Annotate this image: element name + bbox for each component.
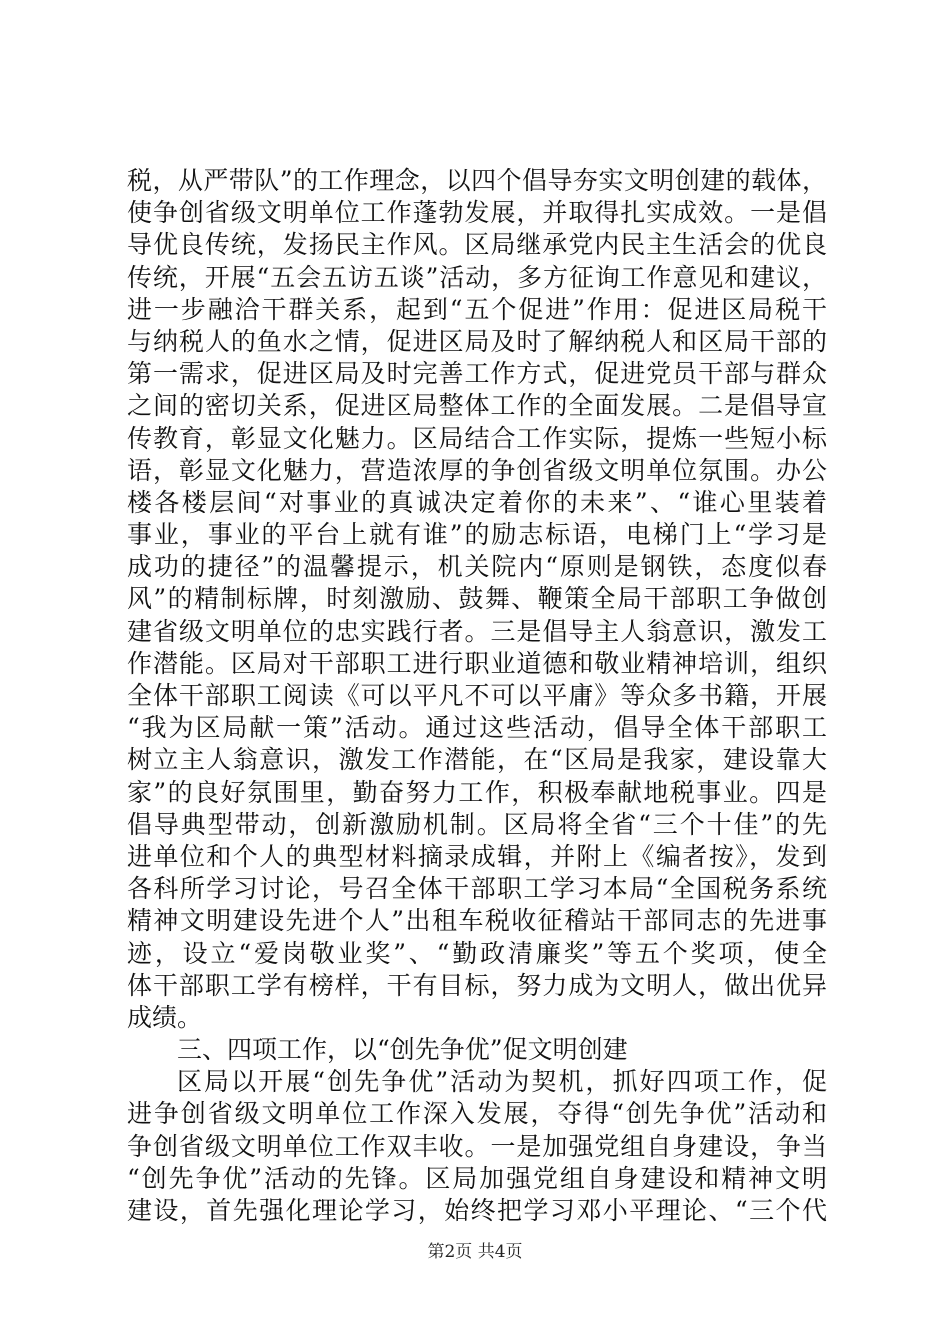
text-line: 之间的密切关系，促进区局整体工作的全面发展。二是倡导宣 (127, 391, 827, 421)
text-line: 精神文明建设先进个人”出租车税收征稽站干部同志的先进事 (127, 906, 827, 936)
document-body (127, 165, 827, 1227)
text-line: 全体干部职工阅读《可以平凡不可以平庸》等众多书籍，开展 (127, 681, 827, 710)
text-line: 争创省级文明单位工作双丰收。一是加强党组自身建设，争当 (127, 1131, 827, 1161)
text-line: 建设，首先强化理论学习，始终把学习邓小平理论、“三个代 (127, 1196, 827, 1225)
text-line: 传教育，彰显文化魅力。区局结合工作实际，提炼一些短小标 (127, 423, 827, 453)
text-line: 进单位和个人的典型材料摘录成辑，并附上《编者按》，发到 (127, 841, 827, 871)
text-line: 进一步融洽干群关系，起到“五个促进”作用：促进区局税干 (127, 294, 827, 324)
text-line: 风”的精制标牌，时刻激励、鼓舞、鞭策全局干部职工争做创 (127, 584, 827, 614)
text-line: 家”的良好氛围里，勤奋努力工作，积极奉献地税事业。四是 (127, 777, 827, 807)
text-line: 作潜能。区局对干部职工进行职业道德和敬业精神培训，组织 (127, 648, 827, 678)
page-number: 第2页 共4页 (427, 1242, 523, 1262)
text-line: 税，从严带队”的工作理念，以四个倡导夯实文明创建的载体， (127, 166, 827, 195)
text-line: “创先争优”活动的先锋。区局加强党组自身建设和精神文明 (127, 1163, 827, 1193)
text-line: 倡导典型带动，创新激励机制。区局将全省“三个十佳”的先 (127, 809, 827, 839)
text-line: 使争创省级文明单位工作蓬勃发展，并取得扎实成效。一是倡 (127, 198, 827, 228)
text-line: 楼各楼层间“对事业的真诚决定着你的未来”、“谁心里装着 (127, 487, 827, 517)
text-line: 体干部职工学有榜样，干有目标，努力成为文明人，做出优异 (127, 970, 827, 1000)
text-line: 事业，事业的平台上就有谁”的励志标语，电梯门上“学习是 (127, 520, 827, 550)
section-heading: 三、四项工作，以“创先争优”促文明创建 (177, 1035, 628, 1065)
text-line: 传统，开展“五会五访五谈”活动，多方征询工作意见和建议， (127, 262, 827, 292)
text-line: 语，彰显文化魅力，营造浓厚的争创省级文明单位氛围。办公 (127, 455, 827, 485)
text-line: 各科所学习讨论，号召全体干部职工学习本局“全国税务系统 (127, 874, 827, 904)
text-line: 成功的捷径”的温馨提示，机关院内“原则是钢铁，态度似春 (127, 552, 827, 582)
text-line: 区局以开展“创先争优”活动为契机，抓好四项工作，促 (177, 1067, 827, 1097)
text-line: 进争创省级文明单位工作深入发展，夺得“创先争优”活动和 (127, 1099, 827, 1129)
text-line: 导优良传统，发扬民主作风。区局继承党内民主生活会的优良 (127, 230, 827, 260)
text-line: 与纳税人的鱼水之情，促进区局及时了解纳税人和区局干部的 (127, 326, 827, 356)
text-line: 成绩。 (127, 1002, 203, 1032)
text-line: “我为区局献一策”活动。通过这些活动，倡导全体干部职工 (127, 713, 827, 743)
text-line: 建省级文明单位的忠实践行者。三是倡导主人翁意识，激发工 (127, 616, 827, 646)
page-footer (0, 1241, 950, 1263)
text-line: 第一需求，促进区局及时完善工作方式，促进党员干部与群众 (127, 359, 827, 389)
text-line: 树立主人翁意识，激发工作潜能，在“区局是我家，建设靠大 (127, 745, 827, 775)
text-line: 迹，设立“爱岗敬业奖”、“勤政清廉奖”等五个奖项，使全 (127, 938, 827, 968)
